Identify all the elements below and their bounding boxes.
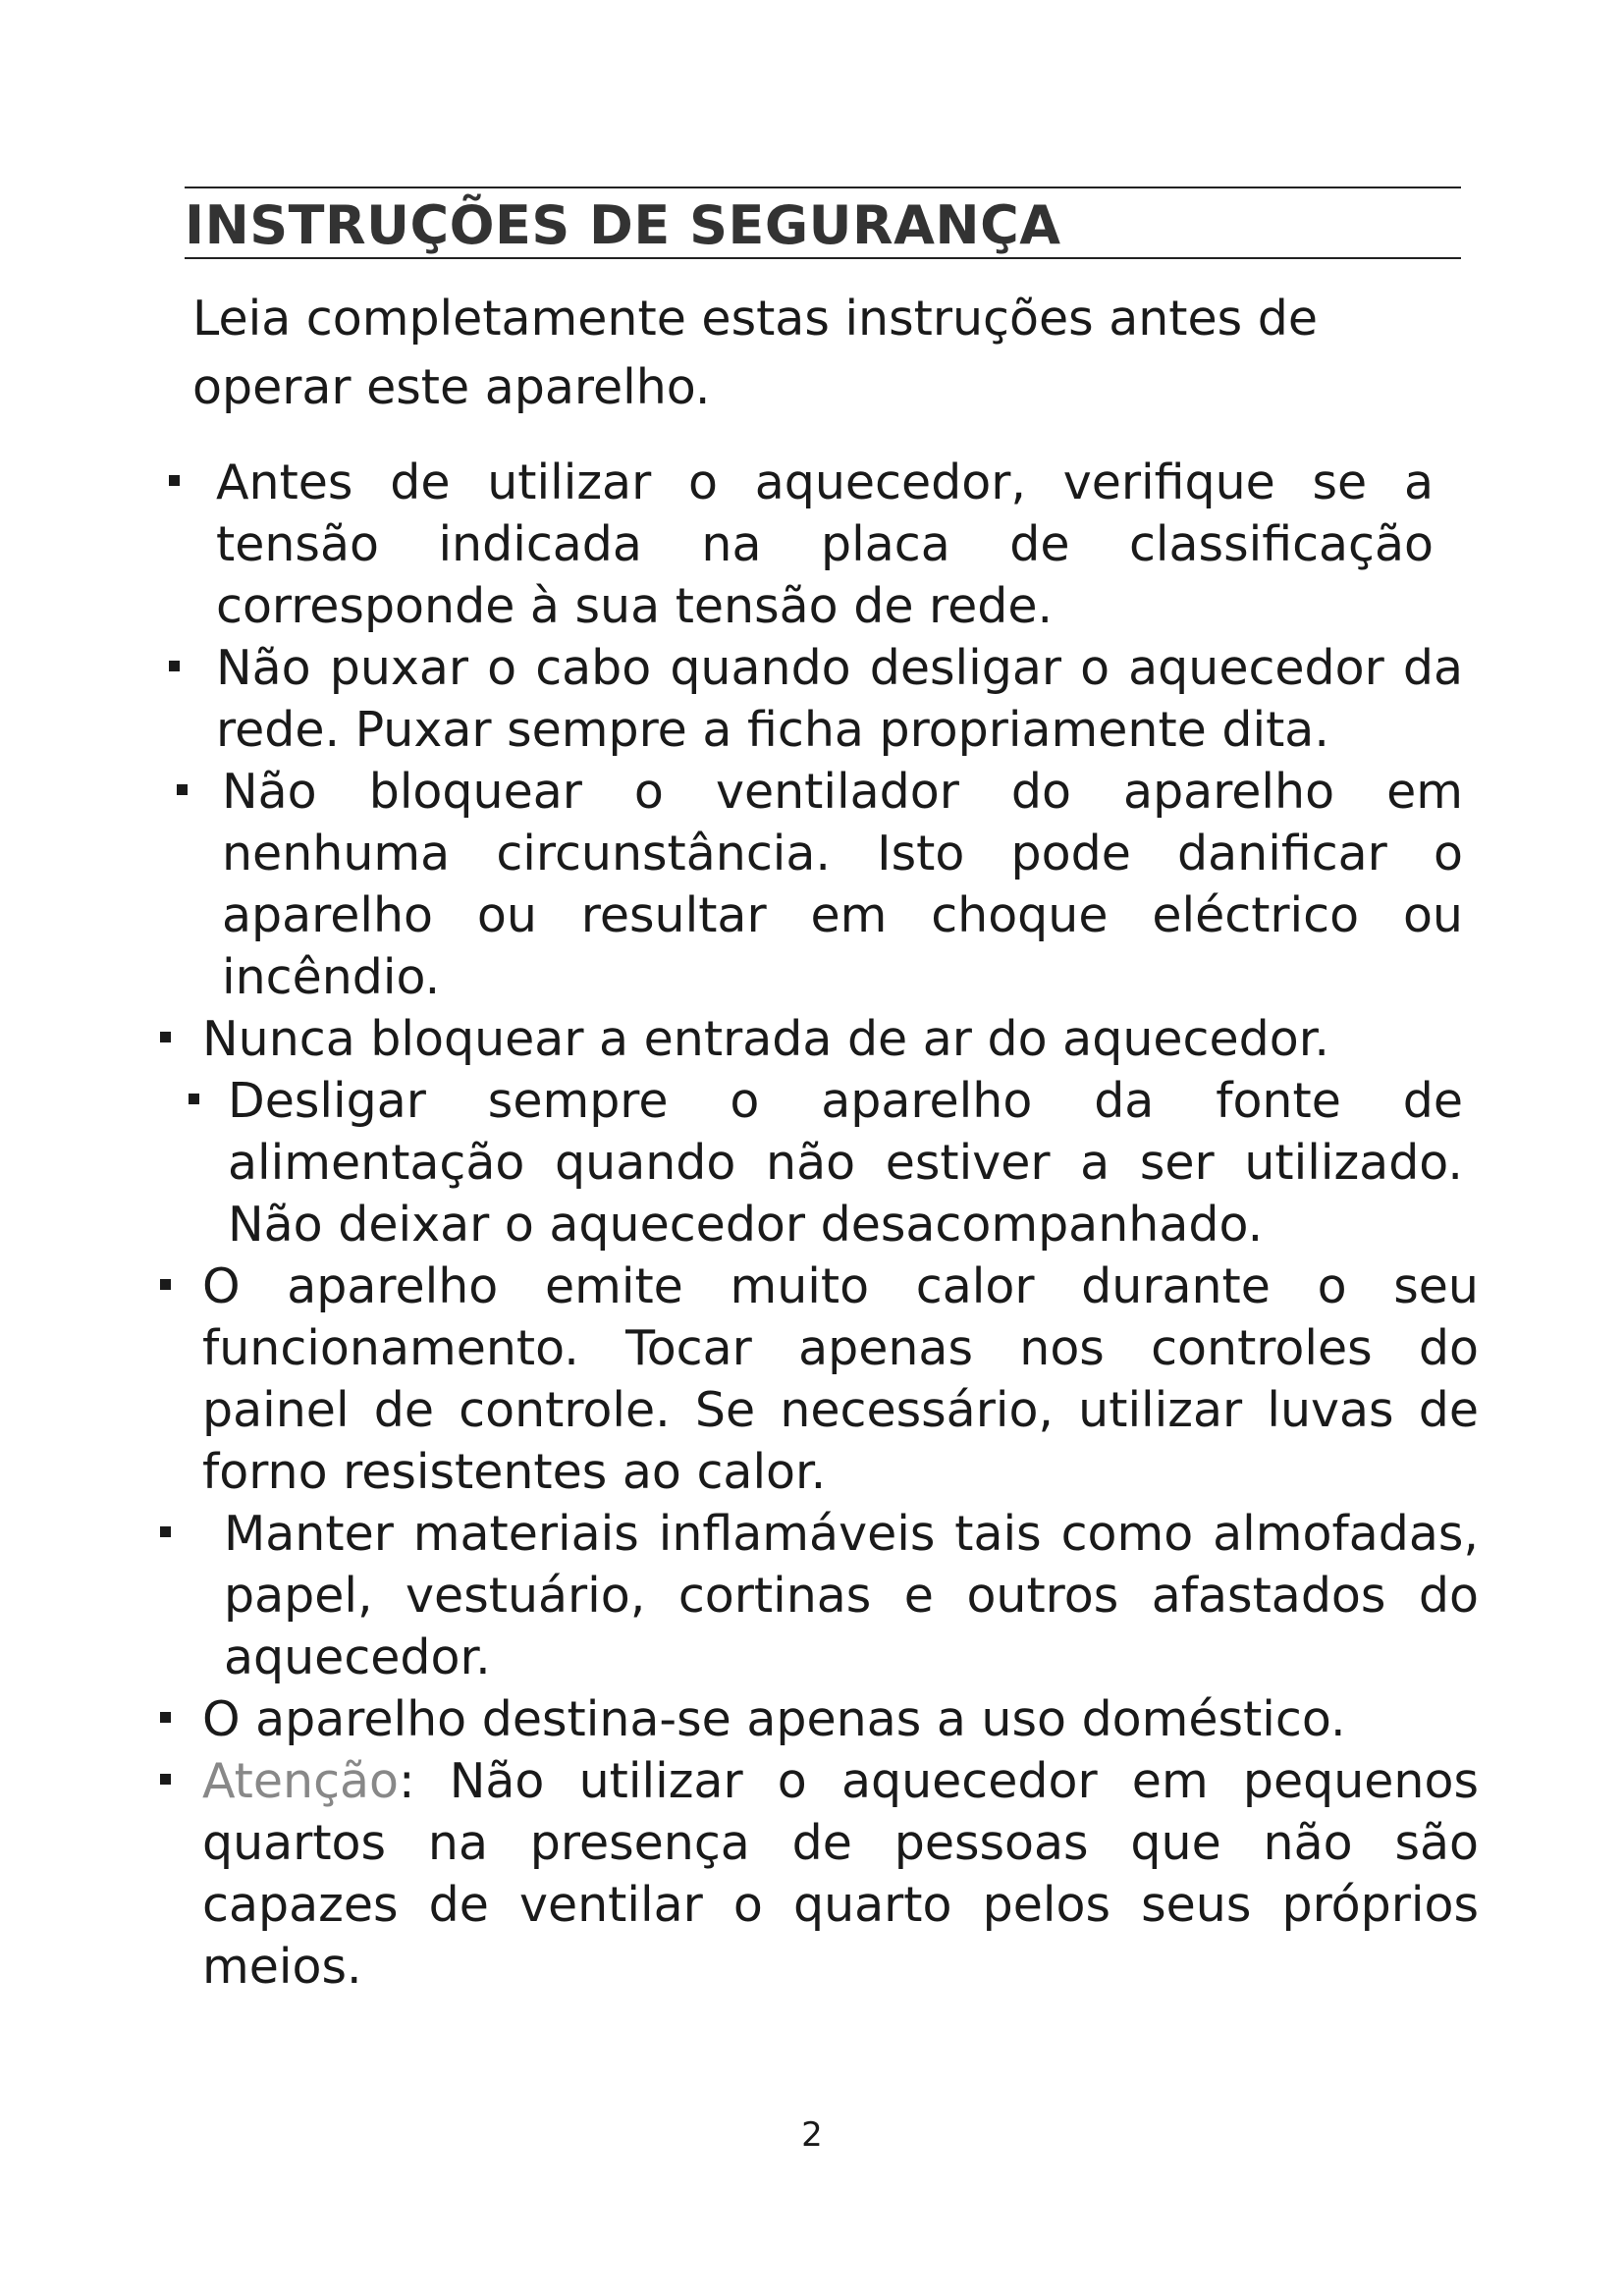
safety-list [0,452,1624,1998]
bullet-icon [160,1774,171,1785]
list-item-text: Não bloquear o ventilador do aparelho em nenhuma circunstância. Isto pode danificar o aparelho ou resultar em choque eléctrico ou incêndio. [222,764,1463,1005]
bullet-icon [169,661,180,671]
list-item-text: Nunca bloquear a entrada de ar do aquecedor. [202,1011,1329,1067]
bullet-icon [169,475,180,486]
bullet-icon [189,1094,199,1104]
list-item [0,761,1624,1008]
list-item-text: Não puxar o cabo quando desligar o aquecedor da rede. Puxar sempre a ficha propriamente dita. [216,640,1463,758]
list-item-text: Manter materiais inflamáveis tais como almofadas, papel, vestuário, cortinas e outros afastados do aquecedor. [224,1506,1479,1685]
bullet-icon [160,1526,171,1537]
title-bottom-rule [185,257,1461,259]
bullet-icon [160,1032,171,1042]
list-item [0,637,1624,761]
list-item [0,1688,1624,1750]
list-item [0,1008,1624,1070]
page-number: 2 [801,2115,823,2155]
list-item [0,1750,1624,1998]
list-item [0,1503,1624,1688]
list-item-text: O aparelho destina-se apenas a uso doméstico. [202,1691,1346,1747]
title-top-rule [185,187,1461,188]
list-item [0,1255,1624,1503]
attention-label: Atenção [202,1753,400,1809]
page-title: INSTRUÇÕES DE SEGURANÇA [185,194,1061,256]
bullet-icon [160,1279,171,1290]
list-item [0,452,1624,637]
list-item [0,1070,1624,1255]
list-item-text: O aparelho emite muito calor durante o seu funcionamento. Tocar apenas nos controles do painel de controle. Se necessário, utilizar luvas de forno resistentes ao calor. [202,1258,1479,1500]
list-item-text [202,1750,1479,1998]
intro-paragraph: Leia completamente estas instruções antes de operar este aparelho. [192,291,1319,415]
list-item-text: Desligar sempre o aparelho da fonte de alimentação quando não estiver a ser utilizado. Não deixar o aquecedor desacompanhado. [228,1073,1463,1253]
list-item-text: Antes de utilizar o aquecedor, verifique se a tensão indicada na placa de classificação corresponde à sua tensão de rede. [216,454,1434,634]
attention-text: : Não utilizar o aquecedor em pequenos quartos na presença de pessoas que não são capazes de ventilar o quarto pelos seus próprios meios. [202,1753,1479,1995]
bullet-icon [177,784,188,795]
bullet-icon [160,1712,171,1723]
